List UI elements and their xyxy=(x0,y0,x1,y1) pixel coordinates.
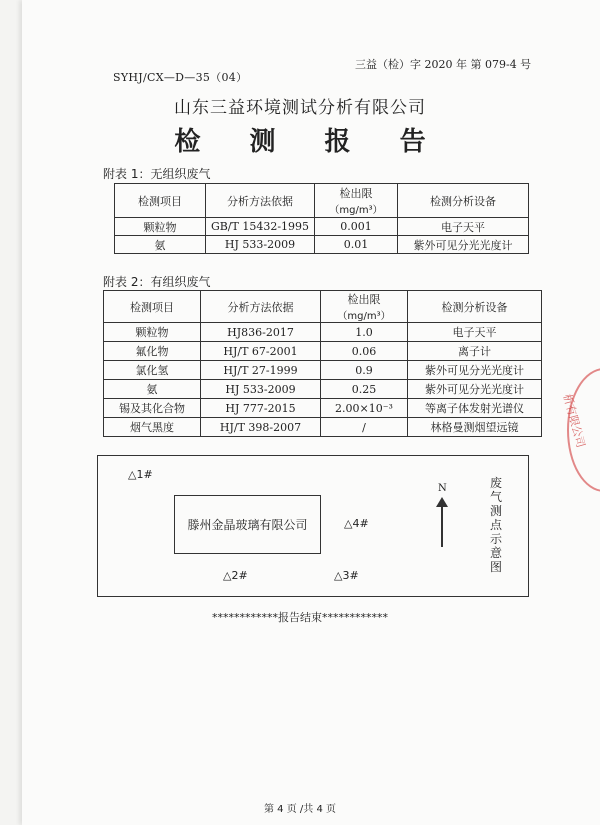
cell-item: 颗粒物 xyxy=(104,323,201,342)
header-item: 检测项目 xyxy=(104,291,201,323)
header-method: 分析方法依据 xyxy=(201,291,321,323)
cell-method: HJ/T 27-1999 xyxy=(201,361,321,380)
table-row xyxy=(104,361,542,380)
table-row xyxy=(115,236,529,254)
header-limit-label: 检出限 xyxy=(347,293,381,306)
header-equipment: 检测分析设备 xyxy=(408,291,542,323)
cell-item: 氨 xyxy=(104,380,201,399)
cell-limit: 0.001 xyxy=(315,218,398,236)
diagram-label: 废气测点示意图 xyxy=(490,476,503,574)
cell-method: GB/T 15432-1995 xyxy=(206,218,315,236)
cell-item: 颗粒物 xyxy=(115,218,206,236)
company-name: 山东三益环境测试分析有限公司 xyxy=(174,98,426,118)
header-item: 检测项目 xyxy=(115,184,206,218)
cell-equipment: 紫外可见分光光度计 xyxy=(408,380,542,399)
table-header-row xyxy=(115,184,529,218)
cell-item: 烟气黑度 xyxy=(104,418,201,437)
header-limit xyxy=(315,184,398,218)
cell-equipment: 林格曼测烟望远镜 xyxy=(408,418,542,437)
cell-method: HJ/T 67-2001 xyxy=(201,342,321,361)
factory-box: 滕州金晶玻璃有限公司 xyxy=(174,495,321,554)
table1-unorganized-gas xyxy=(114,183,529,254)
header-equipment: 检测分析设备 xyxy=(398,184,529,218)
cell-item: 氨 xyxy=(115,236,206,254)
table2-organized-gas xyxy=(103,290,542,437)
cell-method: HJ 533-2009 xyxy=(206,236,315,254)
cell-limit: 0.06 xyxy=(321,342,408,361)
cell-equipment: 紫外可见分光光度计 xyxy=(408,361,542,380)
cell-equipment: 电子天平 xyxy=(408,323,542,342)
header-method: 分析方法依据 xyxy=(206,184,315,218)
table-row xyxy=(104,418,542,437)
report-serial-number: 三益（检）字 2020 年 第 079-4 号 xyxy=(355,58,532,71)
document-code: SYHJ/CX—D—35（04） xyxy=(113,71,248,84)
page-footer: 第 4 页 /共 4 页 xyxy=(264,804,336,815)
cell-method: HJ/T 398-2007 xyxy=(201,418,321,437)
monitoring-point-1: △1# xyxy=(128,468,153,481)
cell-equipment: 电子天平 xyxy=(398,218,529,236)
cell-limit: 0.9 xyxy=(321,361,408,380)
cell-equipment: 等离子体发射光谱仪 xyxy=(408,399,542,418)
table-header-row xyxy=(104,291,542,323)
table-row xyxy=(104,323,542,342)
table1-caption: 附表 1：无组织废气 xyxy=(103,167,211,181)
cell-method: HJ 533-2009 xyxy=(201,380,321,399)
cell-equipment: 紫外可见分光光度计 xyxy=(398,236,529,254)
header-limit xyxy=(321,291,408,323)
header-limit-label: 检出限 xyxy=(339,187,373,200)
monitoring-point-2: △2# xyxy=(223,569,248,582)
table-row xyxy=(104,342,542,361)
cell-limit: / xyxy=(321,418,408,437)
cell-limit: 2.00×10⁻³ xyxy=(321,399,408,418)
monitoring-point-4: △4# xyxy=(344,517,369,530)
header-limit-unit: （mg/m³） xyxy=(329,205,383,216)
cell-item: 氯化氢 xyxy=(104,361,201,380)
cell-limit: 0.25 xyxy=(321,380,408,399)
cell-method: HJ836-2017 xyxy=(201,323,321,342)
north-label: N xyxy=(438,483,447,494)
cell-limit: 0.01 xyxy=(315,236,398,254)
report-end-marker: ************报告结束************ xyxy=(212,611,388,624)
cell-item: 锡及其化合物 xyxy=(104,399,201,418)
cell-equipment: 离子计 xyxy=(408,342,542,361)
cell-method: HJ 777-2015 xyxy=(201,399,321,418)
table-row xyxy=(115,218,529,236)
table-row xyxy=(104,380,542,399)
company-seal-text: 析有限公司 xyxy=(560,392,588,450)
report-title: 检 测 报 告 xyxy=(174,127,446,157)
header-limit-unit: （mg/m³） xyxy=(337,311,391,322)
cell-limit: 1.0 xyxy=(321,323,408,342)
monitoring-point-3: △3# xyxy=(334,569,359,582)
north-arrow-shaft xyxy=(441,505,443,547)
table2-caption: 附表 2：有组织废气 xyxy=(103,275,211,289)
monitoring-point-diagram xyxy=(97,455,529,597)
table-row xyxy=(104,399,542,418)
cell-item: 氟化物 xyxy=(104,342,201,361)
